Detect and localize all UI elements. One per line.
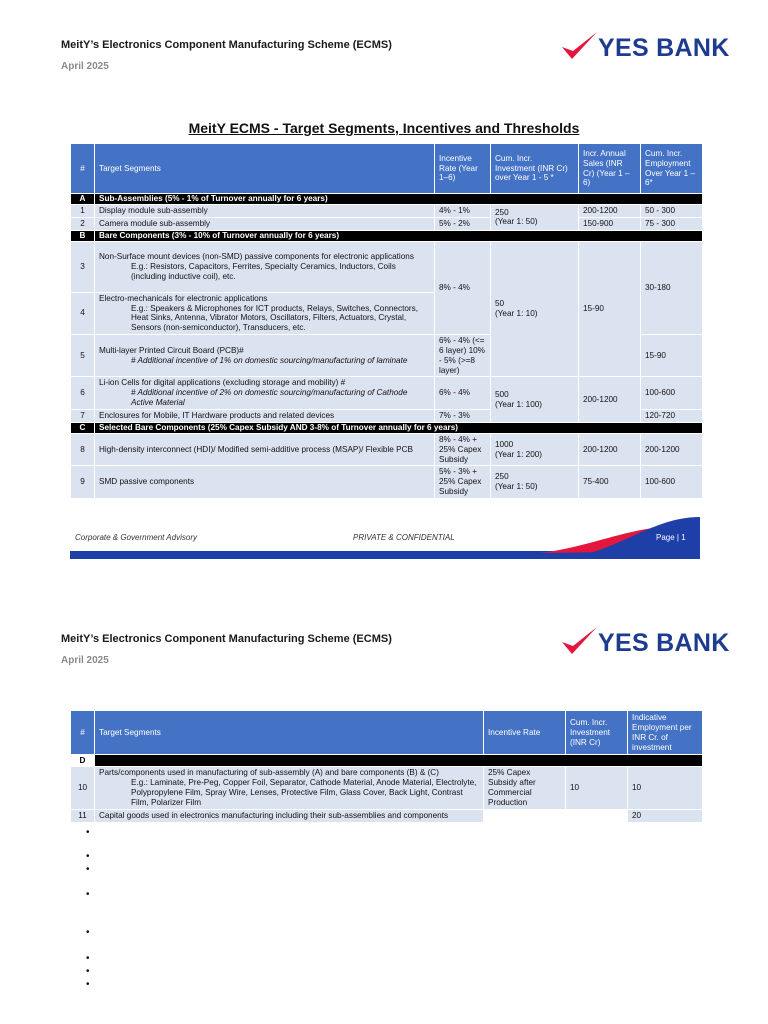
row-segment: [95, 377, 435, 410]
row-segment: Display module sub-assembly: [95, 205, 435, 218]
investment-value: 50: [495, 299, 505, 309]
yes-bank-logo: [560, 625, 730, 659]
col-header-num: #: [71, 144, 95, 194]
row-num: 6: [71, 377, 95, 410]
row-num: 10: [71, 767, 95, 809]
investment-note: (Year 1: 50): [495, 217, 538, 227]
row-employment: 15-90: [641, 335, 703, 377]
row-investment: [491, 377, 579, 422]
row-investment: [491, 205, 579, 231]
row-rate-empty: [484, 809, 566, 822]
logo-text: YES BANK: [598, 629, 730, 657]
segments-table-continued: [70, 710, 703, 823]
section-label: Selected Bare Components (25% Capex Subsidy AND 3-8% of Turnover annually for 6 years): [95, 422, 703, 433]
checkmark-logo-icon: [560, 30, 600, 64]
row-employment: 10: [628, 767, 703, 809]
list-bullet: •: [86, 827, 90, 838]
row-investment: [491, 433, 579, 466]
investment-note: (Year 1: 200): [495, 449, 543, 459]
list-bullet: •: [86, 966, 90, 977]
row-num: 8: [71, 433, 95, 466]
col-header-investment: Cum. Incr. Investment (INR Cr) over Year 1 - 5 *: [491, 144, 579, 194]
header-title: MeitY’s Electronics Component Manufacturing Scheme (ECMS): [61, 39, 392, 51]
list-bullet: •: [86, 889, 90, 900]
table-row: [71, 241, 703, 292]
investment-value: 250: [495, 207, 509, 217]
section-row-c: [71, 422, 703, 433]
checkmark-logo-icon: [560, 625, 600, 659]
row-rate: 7% - 3%: [435, 409, 491, 422]
header-date: April 2025: [61, 61, 109, 72]
row-sales: 15-90: [579, 241, 641, 377]
section-id: C: [71, 422, 95, 433]
table-row: [71, 217, 703, 230]
table-row: [71, 767, 703, 809]
row-num: 2: [71, 217, 95, 230]
investment-note: (Year 1: 100): [495, 399, 543, 409]
row-sales: 200-1200: [579, 433, 641, 466]
list-bullet: •: [86, 851, 90, 862]
row-employment: 30-180: [641, 241, 703, 334]
row-segment: Enclosures for Mobile, IT Hardware products and related devices: [95, 409, 435, 422]
row-employment: 50 - 300: [641, 205, 703, 218]
row-sales: 200-1200: [579, 377, 641, 422]
page-2: [0, 595, 768, 1024]
row-investment: 10: [566, 767, 628, 809]
row-segment: [95, 335, 435, 377]
table-header-row: [71, 144, 703, 194]
row-segment: High-density interconnect (HDI)/ Modified semi-additive process (MSAP)/ Flexible PCB: [95, 433, 435, 466]
page-footer: [70, 517, 700, 559]
row-rate: 6% - 4% (<= 6 layer) 10% - 5% (>=8 layer): [435, 335, 491, 377]
segment-text: Multi-layer Printed Circuit Board (PCB)#: [99, 345, 244, 355]
col-header-segment: Target Segments: [95, 144, 435, 194]
investment-value: 500: [495, 389, 509, 399]
section-label: Sub-Assemblies (5% - 1% of Turnover annually for 6 years): [95, 194, 703, 205]
row-segment: [95, 292, 435, 334]
header-date: April 2025: [61, 655, 109, 666]
row-segment: Camera module sub-assembly: [95, 217, 435, 230]
header-title: MeitY’s Electronics Component Manufacturing Scheme (ECMS): [61, 633, 392, 645]
section-id: B: [71, 230, 95, 241]
row-employment: 200-1200: [641, 433, 703, 466]
row-rate: 8% - 4%: [435, 241, 491, 334]
col-header-segment: Target Segments: [95, 711, 484, 755]
col-header-rate: Incentive Rate: [484, 711, 566, 755]
segment-text: Non-Surface mount devices (non-SMD) passive components for electronic applications: [99, 251, 414, 261]
investment-value: 1000: [495, 439, 514, 449]
list-bullet: •: [86, 953, 90, 964]
row-rate: 4% - 1%: [435, 205, 491, 218]
row-segment: [95, 767, 484, 809]
row-employment: 75 - 300: [641, 217, 703, 230]
table-row: [71, 433, 703, 466]
row-num: 11: [71, 809, 95, 822]
section-id: A: [71, 194, 95, 205]
segments-table: [70, 143, 703, 499]
segment-text: Parts/components used in manufacturing of sub-assembly (A) and bare components (B) & (C): [99, 768, 439, 778]
logo-text: YES BANK: [598, 34, 730, 62]
col-header-employment: Cum. Incr. Employment Over Year 1 – 6*: [641, 144, 703, 194]
row-investment-empty: [566, 809, 628, 822]
row-sales: 150-900: [579, 217, 641, 230]
page-title: MeitY ECMS - Target Segments, Incentives and Thresholds: [188, 120, 580, 136]
col-header-employment: Indicative Employment per INR Cr. of investment: [628, 711, 703, 755]
row-segment: [95, 241, 435, 292]
row-rate: 5% - 3% + 25% Capex Subsidy: [435, 466, 491, 499]
section-label: Bare Components (3% - 10% of Turnover annually for 6 years): [95, 230, 703, 241]
list-bullet: •: [86, 864, 90, 875]
segment-note: # Additional incentive of 2% on domestic sourcing/manufacturing of Cathode Active Material: [131, 388, 408, 408]
row-employment: 100-600: [641, 377, 703, 410]
section-id: D: [71, 755, 95, 767]
row-num: 3: [71, 241, 95, 292]
footer-left-text: Corporate & Government Advisory: [75, 533, 197, 542]
row-investment: [491, 241, 579, 377]
col-header-rate: Incentive Rate (Year 1–6): [435, 144, 491, 194]
segment-example: E.g.: Laminate, Pre-Peg, Copper Foil, Separator, Cathode Material, Anode Material, Electrolyte, Polypropylene Film, Spray Wire, Lenses, Protective Film, Glass Cover, Back Light, Contrast Film, Polarizer Film: [131, 778, 477, 807]
row-sales: 75-400: [579, 466, 641, 499]
row-num: 1: [71, 205, 95, 218]
footer-confidential-text: PRIVATE & CONFIDENTIAL: [353, 533, 455, 542]
row-rate: 5% - 2%: [435, 217, 491, 230]
row-segment: SMD passive components: [95, 466, 435, 499]
row-num: 7: [71, 409, 95, 422]
col-header-sales: Incr. Annual Sales (INR Cr) (Year 1 – 6): [579, 144, 641, 194]
table-row: [71, 809, 703, 822]
row-employment: 20: [628, 809, 703, 822]
row-rate: 6% - 4%: [435, 377, 491, 410]
yes-bank-logo: [560, 30, 730, 64]
row-segment: Capital goods used in electronics manufacturing including their sub-assemblies and components: [95, 809, 484, 822]
segment-example: E.g.: Speakers & Microphones for ICT products, Relays, Switches, Connectors, Heat Sinks, Antenna, Vibrator Motors, Oscillators, Filters, Actuators, Crystal, Sensors (non-semiconductor), Transducers, etc.: [131, 303, 418, 333]
investment-note: (Year 1: 50): [495, 482, 538, 492]
row-employment: 100-600: [641, 466, 703, 499]
segment-text: Electro-mechanicals for electronic applications: [99, 293, 268, 303]
segment-example: E.g.: Resistors, Capacitors, Ferrites, Specialty Ceramics, Inductors, Coils (including inductive coil), etc.: [131, 261, 396, 281]
row-num: 9: [71, 466, 95, 499]
footer-page-number: Page | 1: [656, 533, 686, 542]
section-label: [95, 755, 703, 767]
col-header-num: #: [71, 711, 95, 755]
section-row-a: [71, 194, 703, 205]
table-row: [71, 377, 703, 410]
segment-text: Li-ion Cells for digital applications (excluding storage and mobility) #: [99, 378, 346, 388]
row-sales: 200-1200: [579, 205, 641, 218]
list-bullet: •: [86, 927, 90, 938]
row-num: 4: [71, 292, 95, 334]
table-row: [71, 205, 703, 218]
table-header-row: [71, 711, 703, 755]
investment-note: (Year 1: 10): [495, 309, 538, 319]
section-row-d: [71, 755, 703, 767]
investment-value: 250: [495, 472, 509, 482]
row-employment: 120-720: [641, 409, 703, 422]
row-rate: 8% - 4% + 25% Capex Subsidy: [435, 433, 491, 466]
row-num: 5: [71, 335, 95, 377]
row-investment: [491, 466, 579, 499]
list-bullet: •: [86, 979, 90, 990]
section-row-b: [71, 230, 703, 241]
segment-note: # Additional incentive of 1% on domestic sourcing/manufacturing of laminate: [131, 355, 408, 365]
table-row: [71, 466, 703, 499]
row-rate: 25% Capex Subsidy after Commercial Production: [484, 767, 566, 809]
col-header-investment: Cum. Incr. Investment (INR Cr): [566, 711, 628, 755]
